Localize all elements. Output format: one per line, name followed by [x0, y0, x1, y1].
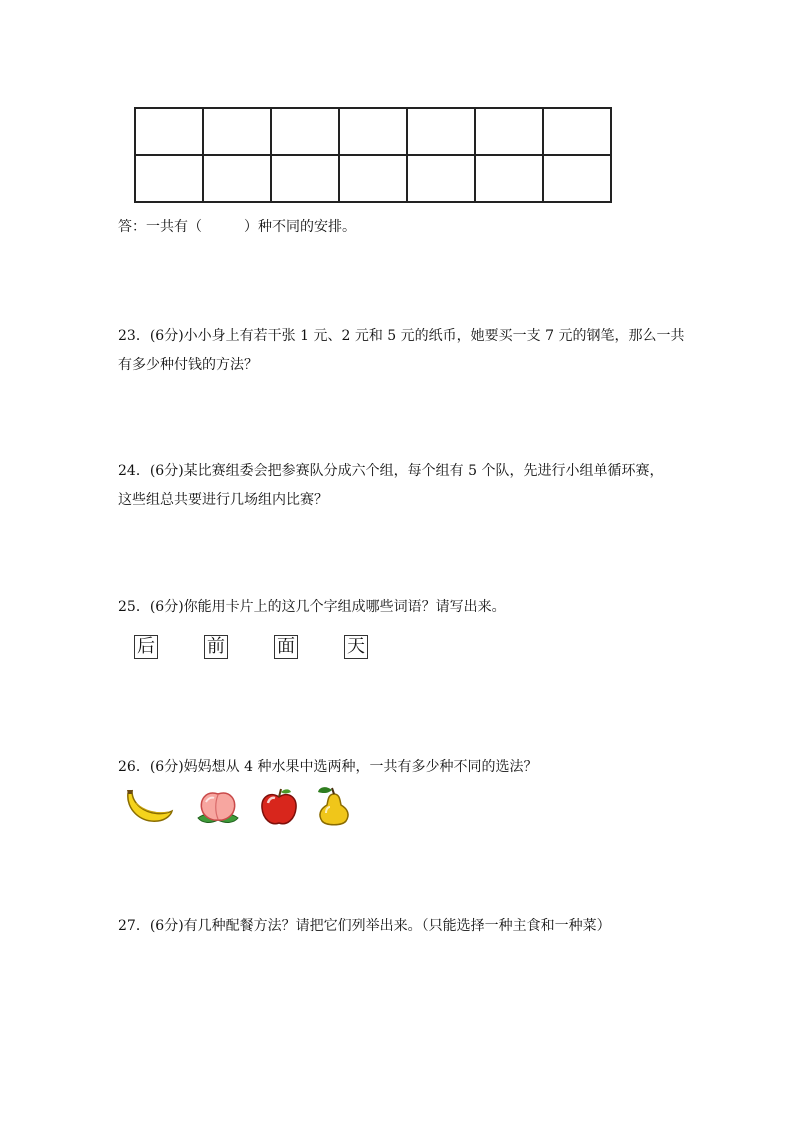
- grid-cell[interactable]: [407, 108, 475, 155]
- question-text: 你能用卡片上的这几个字组成哪些词语？请写出来。: [183, 599, 506, 615]
- grid-cell[interactable]: [543, 155, 611, 202]
- grid-row: [135, 155, 611, 202]
- grid-cell[interactable]: [271, 155, 339, 202]
- question-text: 某比赛组委会把参赛队分成六个组，每个组有 5 个队，先进行小组单循环赛，: [183, 463, 664, 479]
- question-23-line-2: 有多少种付钱的方法？: [118, 357, 258, 373]
- grid-cell[interactable]: [339, 155, 407, 202]
- question-score: (6分): [149, 328, 184, 344]
- grid-cell[interactable]: [407, 155, 475, 202]
- character-card: 面: [274, 635, 298, 659]
- answer-grid: [134, 107, 612, 203]
- question-number: 23: [118, 328, 136, 344]
- grid-cell[interactable]: [339, 108, 407, 155]
- peach-icon: [196, 788, 240, 828]
- grid-cell[interactable]: [135, 155, 203, 202]
- grid-cell[interactable]: [271, 108, 339, 155]
- character-card: 天: [344, 635, 368, 659]
- question-25-line-1: 25．(6分)你能用卡片上的这几个字组成哪些词语？请写出来。: [118, 599, 506, 615]
- character-card: 后: [134, 635, 158, 659]
- question-score: (6分): [149, 918, 184, 934]
- question-text: 小小身上有若干张 1 元、2 元和 5 元的纸币，她要买一支 7 元的钢笔，那么一共: [183, 328, 685, 344]
- question-23-line-1: 23．(6分)小小身上有若干张 1 元、2 元和 5 元的纸币，她要买一支 7 元的钢笔，那么一共: [118, 328, 685, 344]
- question-score: (6分): [149, 463, 184, 479]
- question-score: (6分): [149, 599, 184, 615]
- grid-cell[interactable]: [543, 108, 611, 155]
- grid-cell[interactable]: [203, 155, 271, 202]
- question-text: 妈妈想从 4 种水果中选两种，一共有多少种不同的选法？: [183, 759, 538, 775]
- question-number: 25: [118, 599, 136, 615]
- question-number: 24: [118, 463, 136, 479]
- question-27-line-1: 27．(6分)有几种配餐方法？请把它们列举出来。（只能选择一种主食和一种菜）: [118, 918, 611, 934]
- grid-cell[interactable]: [475, 108, 543, 155]
- question-text: 有几种配餐方法？请把它们列举出来。（只能选择一种主食和一种菜）: [183, 918, 611, 934]
- grid-cell[interactable]: [135, 108, 203, 155]
- character-card: 前: [204, 635, 228, 659]
- pear-icon: [314, 785, 354, 827]
- question-24-line-2: 这些组总共要进行几场组内比赛？: [118, 492, 328, 508]
- grid-cell[interactable]: [203, 108, 271, 155]
- question-number: 27: [118, 918, 136, 934]
- answer-line: 答：一共有（ ）种不同的安排。: [118, 219, 356, 235]
- question-score: (6分): [149, 759, 184, 775]
- banana-icon: [124, 787, 174, 827]
- question-24-line-1: 24．(6分)某比赛组委会把参赛队分成六个组，每个组有 5 个队，先进行小组单循环赛，: [118, 463, 664, 479]
- grid-row: [135, 108, 611, 155]
- question-number: 26: [118, 759, 136, 775]
- apple-icon: [260, 787, 298, 827]
- question-26-line-1: 26．(6分)妈妈想从 4 种水果中选两种，一共有多少种不同的选法？: [118, 759, 538, 775]
- grid-cell[interactable]: [475, 155, 543, 202]
